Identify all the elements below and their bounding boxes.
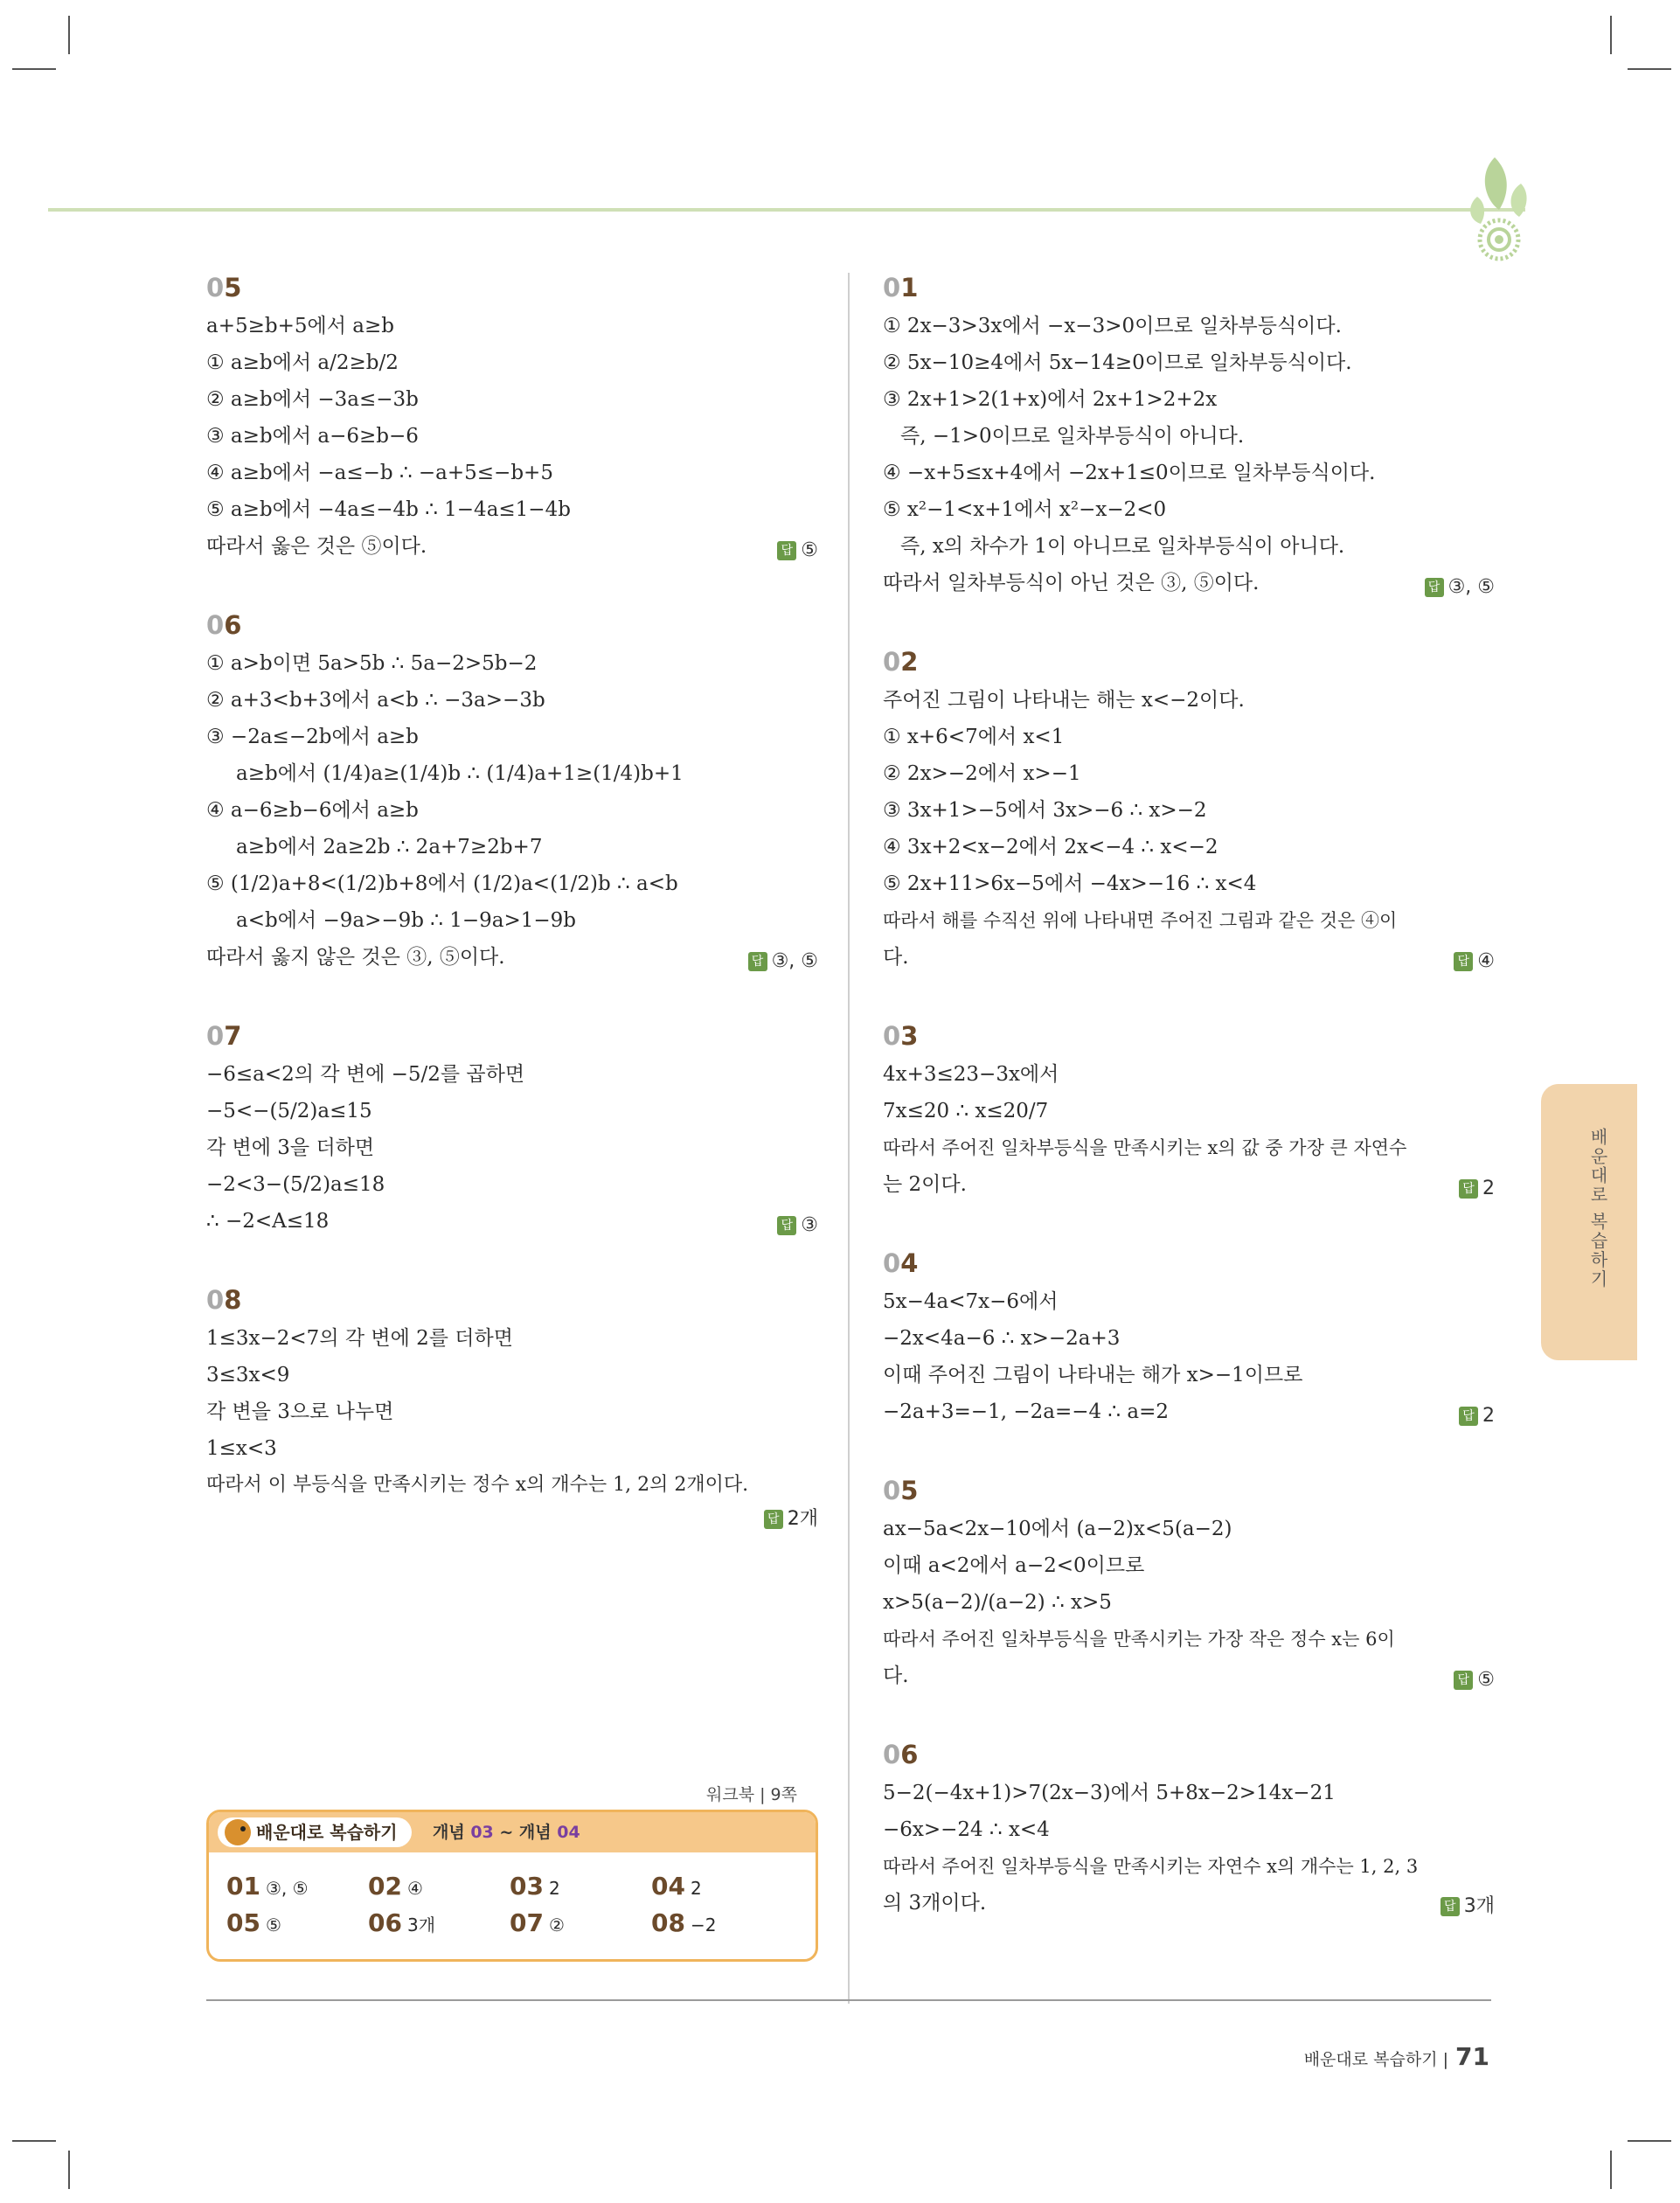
crop-mark xyxy=(68,2151,70,2189)
crop-mark xyxy=(1628,68,1671,70)
solution-line: −2x<4a−6 ∴ x>−2a+3 xyxy=(883,1327,1121,1350)
problem-number: 01 xyxy=(883,273,919,302)
left-column xyxy=(206,273,818,1581)
solution-line: ⑤ a≥b에서 −4a≤−4b ∴ 1−4a≤1−4b xyxy=(206,498,571,521)
problem-04 xyxy=(883,1248,1495,1430)
column-divider xyxy=(848,273,850,2004)
solution-line: 따라서 옳은 것은 ⑤이다. xyxy=(206,535,427,558)
problem-02 xyxy=(883,647,1495,976)
solution-line: 5x−4a<7x−6에서 xyxy=(883,1290,1059,1313)
answer-icon: 답 xyxy=(1459,1179,1478,1199)
review-summary-box xyxy=(206,1810,818,1962)
answer-label: 답 ④ xyxy=(1454,950,1495,972)
solution-line: ⑤ x²−1<x+1에서 x²−x−2<0 xyxy=(883,498,1167,521)
problem-number: 03 xyxy=(883,1021,919,1051)
crop-mark xyxy=(12,68,56,70)
solution-line: 는 2이다. xyxy=(883,1173,967,1196)
answer-label: 답 2개 xyxy=(206,1504,818,1535)
review-answer-item: 08 −2 xyxy=(651,1908,717,1937)
solution-line: 따라서 주어진 일차부등식을 만족시키는 가장 작은 정수 x는 6이 xyxy=(883,1629,1395,1650)
problem-06 xyxy=(883,1740,1495,1922)
answer-icon: 답 xyxy=(1425,578,1444,597)
footer-rule xyxy=(206,1999,1491,2001)
review-header xyxy=(209,1812,816,1852)
answer-icon: 답 xyxy=(777,541,796,560)
solution-line: 이때 주어진 그림이 나타내는 해가 x>−1이므로 xyxy=(883,1364,1303,1386)
solution-line: ⑤ (1/2)a+8<(1/2)b+8에서 (1/2)a<(1/2)b ∴ a<b xyxy=(206,872,678,895)
answer-icon: 답 xyxy=(764,1510,783,1529)
answer-label: 답 2 xyxy=(1459,1405,1495,1427)
solution-line: ③ −2a≤−2b에서 a≥b xyxy=(206,726,419,748)
solution-line: −5<−(5/2)a≤15 xyxy=(206,1100,372,1122)
solution-line: a<b에서 −9a>−9b ∴ 1−9a>1−9b xyxy=(236,909,577,932)
solution-line: 각 변을 3으로 나누면 xyxy=(206,1400,394,1423)
solution-line: ① 2x−3>3x에서 −x−3>0이므로 일차부등식이다. xyxy=(883,315,1342,337)
problem-number: 06 xyxy=(883,1740,919,1769)
solution-line: ④ a−6≥b−6에서 a≥b xyxy=(206,799,419,822)
solution-line: ∴ −2<A≤18 xyxy=(206,1210,330,1233)
solution-line: 3≤3x<9 xyxy=(206,1364,290,1386)
problem-number: 05 xyxy=(883,1476,919,1505)
problem-03 xyxy=(883,1021,1495,1203)
review-answer-item: 05 ⑤ xyxy=(226,1908,281,1937)
solution-line: 즉, −1>0이므로 일차부등식이 아니다. xyxy=(900,425,1245,448)
problem-number: 08 xyxy=(206,1285,242,1315)
crop-mark xyxy=(68,16,70,54)
problem-number: 02 xyxy=(883,647,919,677)
review-answer-item: 04 2 xyxy=(651,1872,702,1901)
solution-line: 1≤x<3 xyxy=(206,1437,277,1460)
problem-number: 04 xyxy=(883,1248,919,1278)
solution-line: −6x>−24 ∴ x<4 xyxy=(883,1818,1050,1841)
solution-line: ④ 3x+2<x−2에서 2x<−4 ∴ x<−2 xyxy=(883,836,1218,858)
solution-line: ④ a≥b에서 −a≤−b ∴ −a+5≤−b+5 xyxy=(206,462,553,484)
crop-mark xyxy=(1610,2151,1612,2189)
solution-line: ② 5x−10≥4에서 5x−14≥0이므로 일차부등식이다. xyxy=(883,351,1352,374)
review-answer-item: 07 ② xyxy=(510,1908,565,1937)
problem-06 xyxy=(206,610,818,976)
solution-line: 따라서 주어진 일차부등식을 만족시키는 자연수 x의 개수는 1, 2, 3 xyxy=(883,1856,1419,1877)
solution-line: 따라서 주어진 일차부등식을 만족시키는 x의 값 중 가장 큰 자연수 xyxy=(883,1137,1407,1158)
problem-08 xyxy=(206,1285,818,1535)
solution-line: ③ 2x+1>2(1+x)에서 2x+1>2+2x xyxy=(883,388,1218,411)
solution-line: 5−2(−4x+1)>7(2x−3)에서 5+8x−2>14x−21 xyxy=(883,1782,1336,1804)
page-footer: 배운대로 복습하기 | 71 xyxy=(1303,2042,1489,2071)
answer-icon: 답 xyxy=(1454,1671,1473,1690)
solution-line: −2<3−(5/2)a≤18 xyxy=(206,1173,385,1196)
review-topic-range: 개념 03 ~ 개념 04 xyxy=(433,1823,580,1842)
problem-05 xyxy=(206,273,818,565)
solution-line: 따라서 해를 수직선 위에 나타내면 주어진 그림과 같은 것은 ④이 xyxy=(883,910,1398,931)
solution-line: 주어진 그림이 나타내는 해는 x<−2이다. xyxy=(883,689,1245,712)
problem-07 xyxy=(206,1021,818,1240)
solution-line: 4x+3≤23−3x에서 xyxy=(883,1063,1059,1086)
review-answer-item: 01 ③, ⑤ xyxy=(226,1872,309,1901)
solution-line: 각 변에 3을 더하면 xyxy=(206,1136,375,1159)
problem-number: 06 xyxy=(206,610,242,640)
solution-line: 따라서 이 부등식을 만족시키는 정수 x의 개수는 1, 2의 2개이다. xyxy=(206,1474,749,1496)
crop-mark xyxy=(1610,16,1612,54)
answer-icon: 답 xyxy=(777,1216,796,1235)
dog-mascot-icon xyxy=(225,1819,251,1845)
review-answer-item: 03 2 xyxy=(510,1872,560,1901)
problem-number: 05 xyxy=(206,273,242,302)
answer-label: 답 ③, ⑤ xyxy=(1425,576,1495,598)
answer-icon: 답 xyxy=(1454,952,1473,971)
solution-line: ② a≥b에서 −3a≤−3b xyxy=(206,388,419,411)
solution-line: ⑤ 2x+11>6x−5에서 −4x>−16 ∴ x<4 xyxy=(883,872,1257,895)
review-answer-item: 06 3개 xyxy=(368,1908,436,1937)
right-column xyxy=(883,273,1495,1967)
solution-line: a≥b에서 (1/4)a≥(1/4)b ∴ (1/4)a+1≥(1/4)b+1 xyxy=(236,762,684,785)
answer-icon: 답 xyxy=(748,952,767,971)
solution-line: ① a>b이면 5a>5b ∴ 5a−2>5b−2 xyxy=(206,652,538,675)
solution-line: 7x≤20 ∴ x≤20/7 xyxy=(883,1100,1049,1122)
answer-label: 답 ③, ⑤ xyxy=(748,950,818,972)
problem-number: 07 xyxy=(206,1021,242,1051)
solution-line: 다. xyxy=(883,1664,909,1687)
problem-01 xyxy=(883,273,1495,601)
workbook-reference: 워크북 | 9쪽 xyxy=(706,1785,797,1804)
leaf-ornament-icon xyxy=(1460,149,1538,271)
solution-line: 따라서 옳지 않은 것은 ③, ⑤이다. xyxy=(206,946,505,969)
solution-line: ax−5a<2x−10에서 (a−2)x<5(a−2) xyxy=(883,1518,1232,1540)
header-rule xyxy=(48,208,1525,212)
solution-line: ③ 3x+1>−5에서 3x>−6 ∴ x>−2 xyxy=(883,799,1207,822)
solution-line: a+5≥b+5에서 a≥b xyxy=(206,315,394,337)
answer-label: 답 ③ xyxy=(777,1214,818,1236)
answer-icon: 답 xyxy=(1459,1407,1478,1426)
solution-line: 따라서 일차부등식이 아닌 것은 ③, ⑤이다. xyxy=(883,572,1260,594)
answer-label: 답 ⑤ xyxy=(1454,1669,1495,1691)
crop-mark xyxy=(1628,2140,1671,2142)
answer-label: 답 2 xyxy=(1459,1178,1495,1199)
solution-line: 즉, x의 차수가 1이 아니므로 일차부등식이 아니다. xyxy=(900,535,1345,558)
solution-line: −6≤a<2의 각 변에 −5/2를 곱하면 xyxy=(206,1063,525,1086)
solution-line: 1≤3x−2<7의 각 변에 2를 더하면 xyxy=(206,1327,513,1350)
solution-line: ① x+6<7에서 x<1 xyxy=(883,726,1065,748)
crop-mark xyxy=(12,2140,56,2142)
solution-line: 의 3개이다. xyxy=(883,1892,987,1915)
section-side-tab-label: 배운대로 복습하기 xyxy=(1587,1128,1608,1289)
answer-label: 답 3개 xyxy=(1440,1891,1495,1918)
answer-label: 답 ⑤ xyxy=(777,539,818,561)
answer-icon: 답 xyxy=(1440,1897,1460,1916)
solution-line: ① a≥b에서 a/2≥b/2 xyxy=(206,351,399,374)
solution-line: ② a+3<b+3에서 a<b ∴ −3a>−3b xyxy=(206,689,545,712)
solution-line: 이때 a<2에서 a−2<0이므로 xyxy=(883,1554,1145,1577)
solution-line: x>5(a−2)/(a−2) ∴ x>5 xyxy=(883,1591,1112,1614)
solution-line: 다. xyxy=(883,946,909,969)
solution-line: a≥b에서 2a≥2b ∴ 2a+7≥2b+7 xyxy=(236,836,543,858)
review-answer-item: 02 ④ xyxy=(368,1872,423,1901)
solution-line: ④ −x+5≤x+4에서 −2x+1≤0이므로 일차부등식이다. xyxy=(883,462,1376,484)
review-title: 배운대로 복습하기 xyxy=(218,1817,412,1847)
solution-line: ③ a≥b에서 a−6≥b−6 xyxy=(206,425,419,448)
solution-line: ② 2x>−2에서 x>−1 xyxy=(883,762,1081,785)
problem-05 xyxy=(883,1476,1495,1694)
page-number: 71 xyxy=(1455,2042,1489,2071)
solution-line: −2a+3=−1, −2a=−4 ∴ a=2 xyxy=(883,1400,1169,1423)
